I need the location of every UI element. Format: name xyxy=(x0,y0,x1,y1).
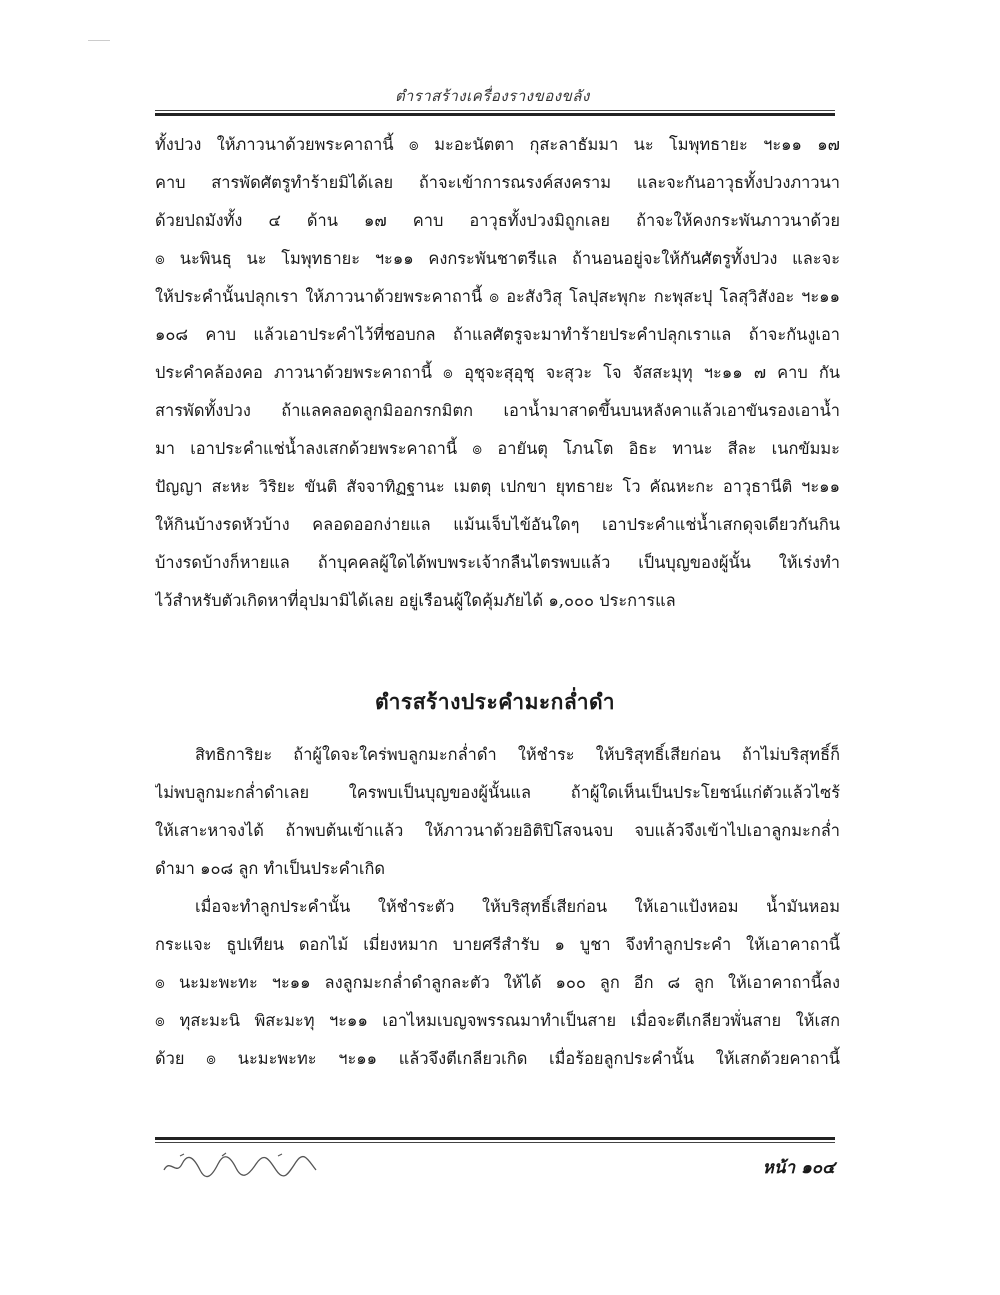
page-number: หน้า ๑๐๔ xyxy=(762,1158,835,1178)
section-line: ๏ ทุสะมะนิ พิสะมะทุ ฯะ๑๑ เอาไหมเบญจพรรณมาทำเป็นสาย เมื่อจะตีเกลียวพั่นสาย ให้เสก xyxy=(155,1011,840,1030)
body-line: ด้วยปถมังทั้ง ๔ ด้าน ๑๗ คาบ อาวุธทั้งปวงมิถูกเลย ถ้าจะให้คงกระพันภาวนาด้วย xyxy=(155,211,840,230)
body-line: ให้กินบ้างรดหัวบ้าง คลอดออกง่ายแล แม้นเจ็บไข้อันใดๆ เอาประคำแช่น้ำเสกดุจเดียวกันกิน xyxy=(155,515,840,534)
handwritten-signature xyxy=(160,1150,360,1180)
body-line: ปัญญา สะหะ วิริยะ ขันติ สัจจาทิฏฐานะ เมตตุ เปกขา ยุทธายะ โว คัณหะกะ อาวุธานีติ ฯะ๑๑ xyxy=(155,477,840,496)
section-line: กระแจะ ธูปเทียน ดอกไม้ เมี่ยงหมาก บายศรีสำรับ ๑ บูชา จึงทำลูกประคำ ให้เอาคาถานี้ xyxy=(155,935,840,954)
body-line: ๏ นะพินธุ นะ โมพุทธายะ ฯะ๑๑ คงกระพันชาตรีแล ถ้านอนอยู่จะให้กันศัตรูทั้งปวง และจะ xyxy=(155,249,840,268)
section-line: ให้เสาะหาจงได้ ถ้าพบต้นเข้าแล้ว ให้ภาวนาด้วยอิติปิโสจนจบ จบแล้วจึงเข้าไปเอาลูกมะกล่ำ xyxy=(155,821,840,840)
body-line: มา เอาประคำแช่น้ำลงเสกด้วยพระคาถานี้ ๏ อายันตุ โภนโต อิธะ ทานะ สีละ เนกขัมมะ xyxy=(155,439,840,458)
body-line: บ้างรดบ้างก็หายแล ถ้าบุคคลผู้ใดได้พบพระเจ้ากลืนไตรพบแล้ว เป็นบุญของผู้นั้น ให้เร่งทำ xyxy=(155,553,840,572)
header-rule xyxy=(155,110,835,111)
body-text xyxy=(155,126,840,620)
section-heading: ตำรสร้างประคำมะกล่ำดำ xyxy=(374,689,615,714)
footer-rule-thick xyxy=(155,1137,835,1140)
section-body-text xyxy=(155,736,840,1078)
body-line: ให้ประคำนั้นปลุกเรา ให้ภาวนาด้วยพระคาถานี้ ๏ อะสังวิสุ โลปุสะพุกะ กะพุสะปุ โลสุวิสังอะ ฯะ๑๑ xyxy=(155,287,840,306)
header-rule-thick xyxy=(155,113,835,116)
body-line: ไว้สำหรับตัวเกิดหาที่อุปมามิได้เลย อยู่เรือนผู้ใดคุ้มภัยได้ ๑,๐๐๐ ประการแล xyxy=(155,591,676,610)
section-line: เมื่อจะทำลูกประคำนั้น ให้ชำระตัว ให้บริสุทธิ์เสียก่อน ให้เอาแป้งหอม น้ำมันหอม xyxy=(195,897,840,916)
section-line: สิทธิการิยะ ถ้าผู้ใดจะใคร่พบลูกมะกล่ำดำ ให้ชำระ ให้บริสุทธิ์เสียก่อน ถ้าไม่บริสุทธิ์ก็ xyxy=(195,745,840,764)
body-line: ๑๐๘ คาบ แล้วเอาประคำไว้ที่ชอบกล ถ้าแลศัตรูจะมาทำร้ายประคำปลุกเราแล ถ้าจะกันงูเอา xyxy=(155,325,840,344)
body-line: สารพัดทั้งปวง ถ้าแลคลอดลูกมิออกรกมิตก เอาน้ำมาสาดขึ้นบนหลังคาแล้วเอาขันรองเอาน้ำ xyxy=(155,401,840,420)
section-line: ด้วย ๏ นะมะพะทะ ฯะ๑๑ แล้วจึงตีเกลียวเกิด เมื่อร้อยลูกประคำนั้น ให้เสกด้วยคาถานี้ xyxy=(155,1049,840,1068)
body-line: ประคำคล้องคอ ภาวนาด้วยพระคาถานี้ ๏ อุชุจะสุอุชุ จะสุวะ โจ จัสสะมุทุ ฯะ๑๑ ๗ คาบ กัน xyxy=(155,363,840,382)
scan-mark xyxy=(88,40,110,41)
running-header: ตำราสร้างเครื่องรางของขลัง xyxy=(395,87,590,105)
section-line: ดำมา ๑๐๘ ลูก ทำเป็นประคำเกิด xyxy=(155,859,386,878)
section-line: ๏ นะมะพะทะ ฯะ๑๑ ลงลูกมะกล่ำดำลูกละตัว ให้ได้ ๑๐๐ ลูก อีก ๘ ลูก ให้เอาคาถานี้ลง xyxy=(155,973,840,992)
section-line: ไม่พบลูกมะกล่ำดำเลย ใครพบเป็นบุญของผู้นั้นแล ถ้าผู้ใดเห็นเป็นประโยชน์แก่ตัวแล้วไซร้ xyxy=(155,783,840,802)
body-line: ทั้งปวง ให้ภาวนาด้วยพระคาถานี้ ๏ มะอะนัตตา กุสะลาธัมมา นะ โมพุทธายะ ฯะ๑๑ ๑๗ xyxy=(155,135,840,154)
body-line: คาบ สารพัดศัตรูทำร้ายมิได้เลย ถ้าจะเข้าการณรงค์สงคราม และจะกันอาวุธทั้งปวงภาวนา xyxy=(155,173,840,192)
footer-rule xyxy=(155,1142,835,1143)
